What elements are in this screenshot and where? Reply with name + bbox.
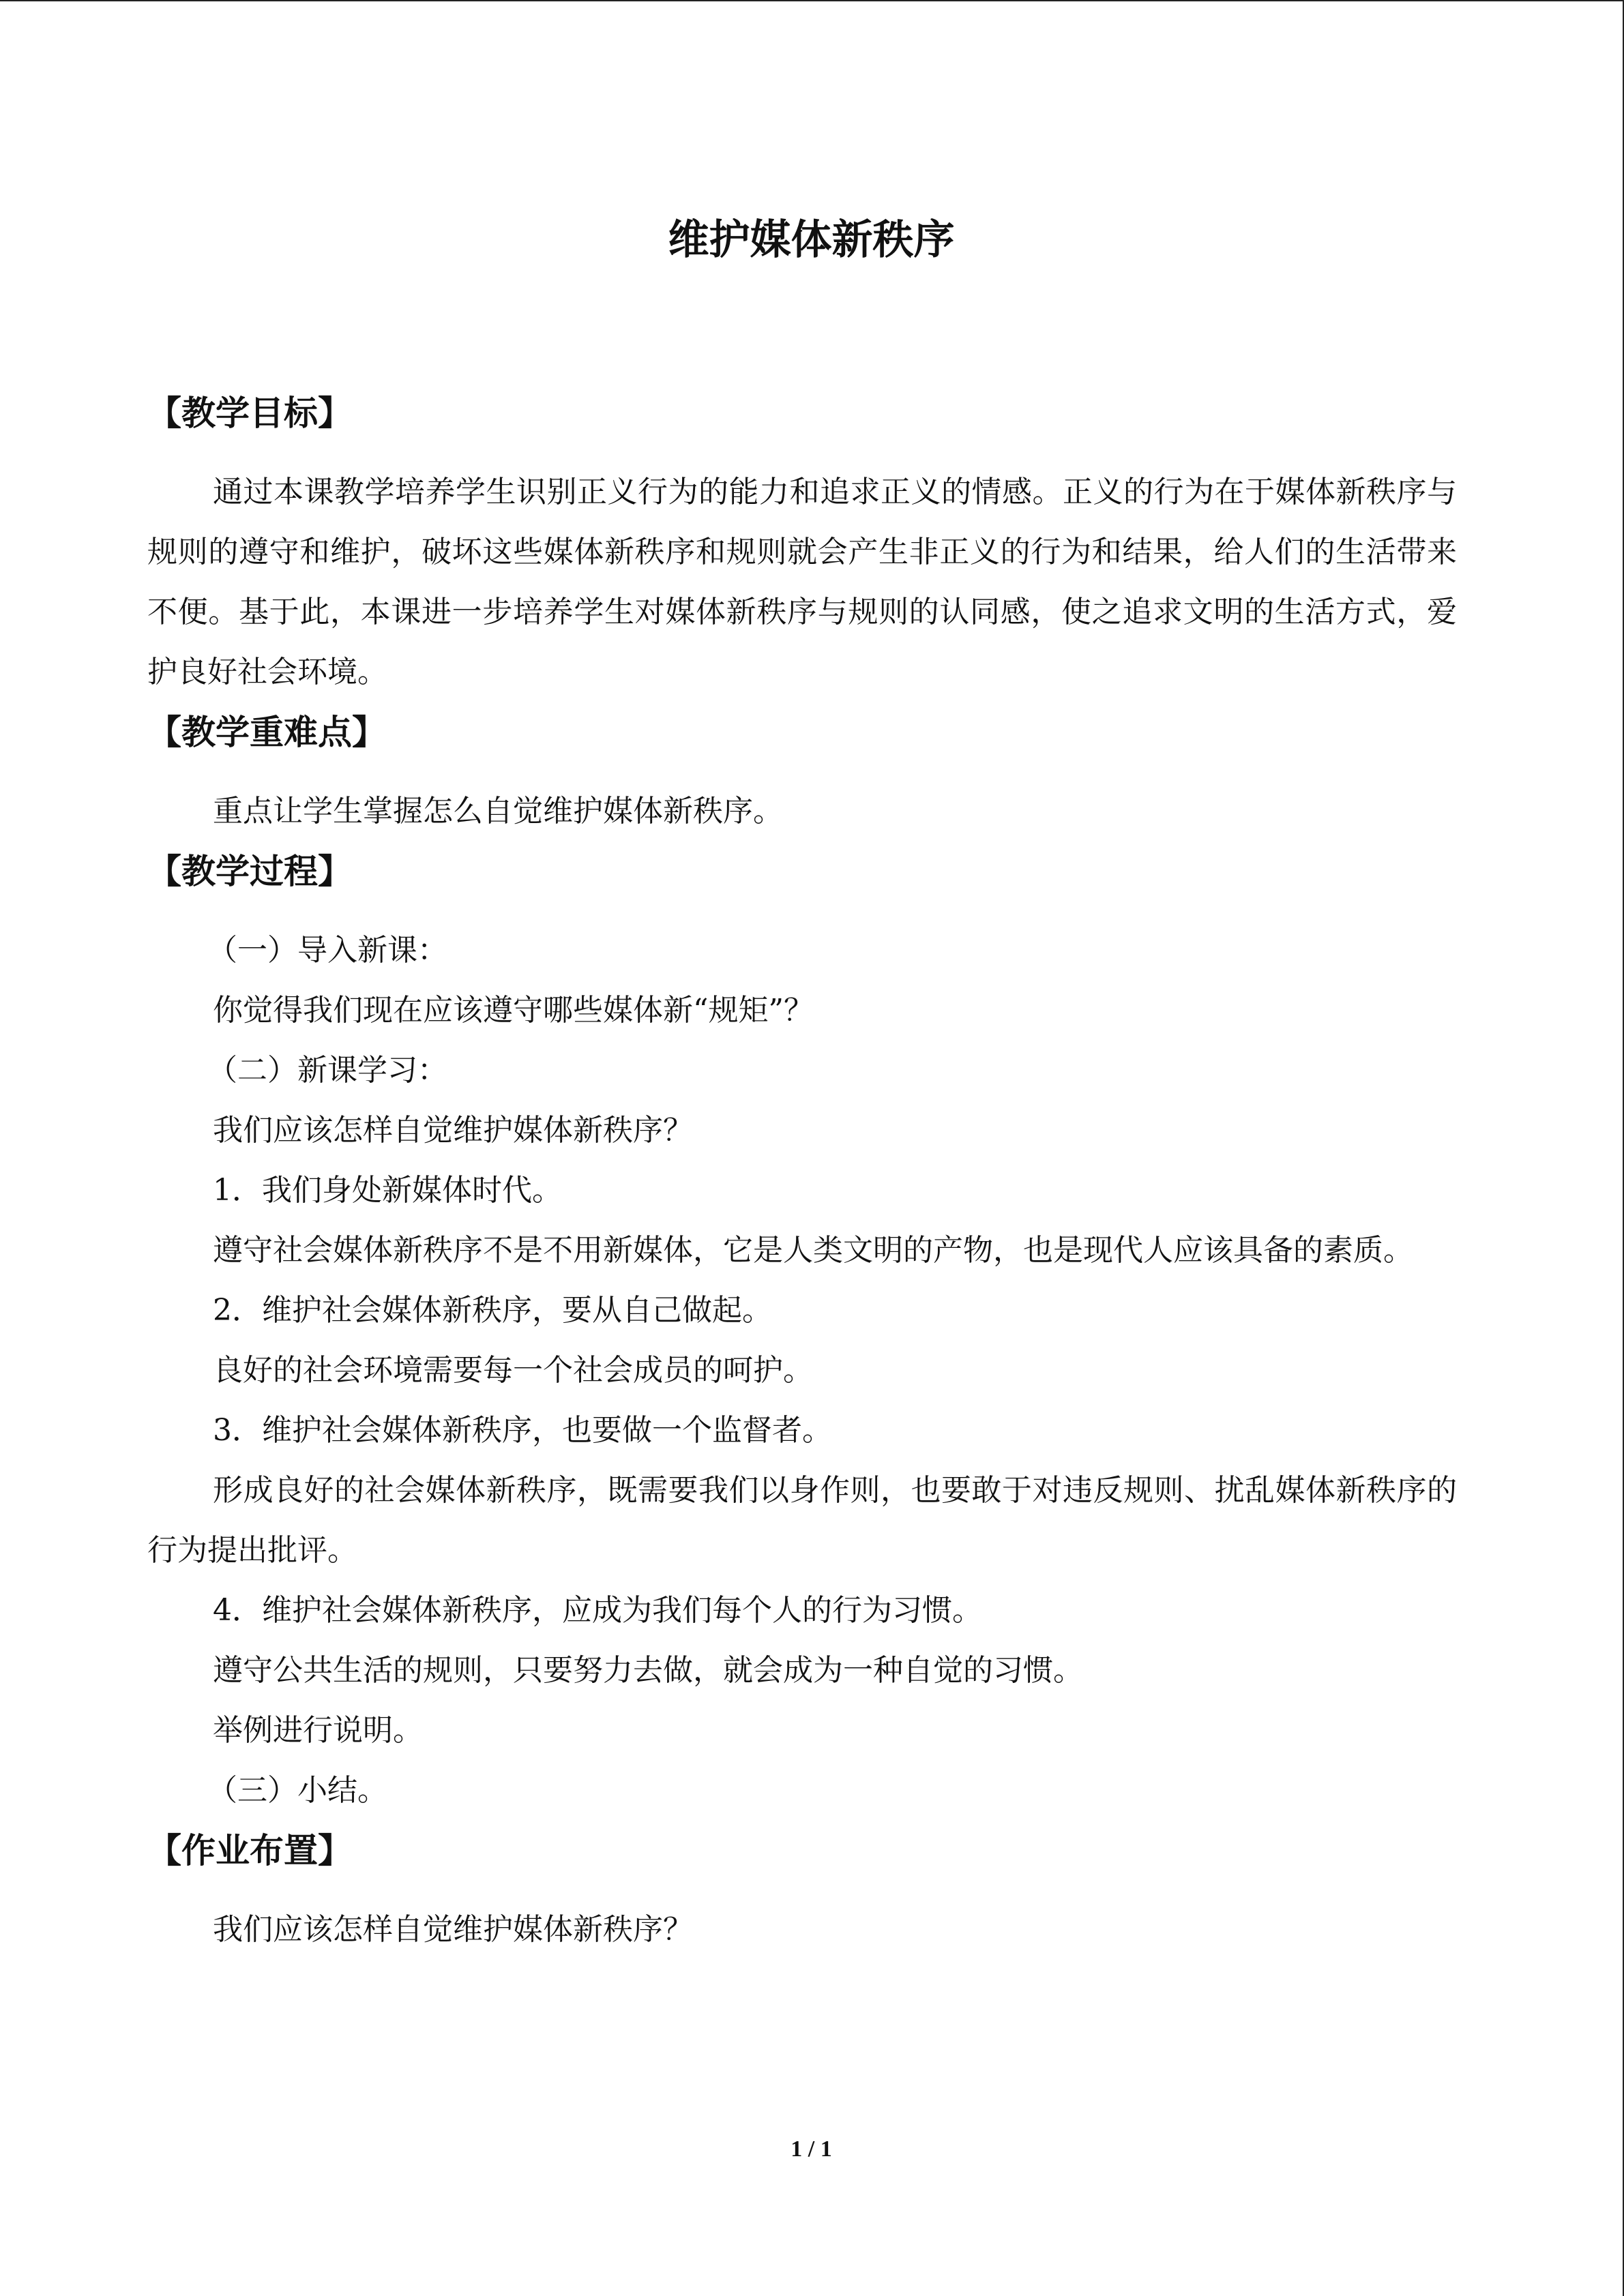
paragraph: 我们应该怎样自觉维护媒体新秩序？ <box>213 1113 693 1148</box>
section-homework <box>147 1821 1457 1960</box>
section-process <box>147 841 1457 1821</box>
section-key-points <box>147 702 1457 841</box>
paragraph: 3．维护社会媒体新秩序，也要做一个监督者。 <box>213 1413 832 1448</box>
paragraph: 4．维护社会媒体新秩序，应成为我们每个人的行为习惯。 <box>213 1593 982 1628</box>
paragraph: （三）小结。 <box>207 1773 387 1808</box>
paragraph: 重点让学生掌握怎么自觉维护媒体新秩序。 <box>213 794 783 829</box>
paragraph: 你觉得我们现在应该遵守哪些媒体新“规矩”？ <box>213 993 814 1028</box>
paragraph: （二）新课学习： <box>207 1053 447 1088</box>
paragraph: 形成良好的社会媒体新秩序，既需要我们以身作则，也要敢于对违反规则、扰乱媒体新秩序的行为提出批评。 <box>147 1473 1457 1568</box>
section-heading: 【教学目标】 <box>147 393 352 433</box>
paragraph: 我们应该怎样自觉维护媒体新秩序？ <box>213 1912 693 1947</box>
paragraph: 遵守社会媒体新秩序不是不用新媒体，它是人类文明的产物，也是现代人应该具备的素质。 <box>213 1233 1413 1268</box>
paragraph: 2．维护社会媒体新秩序，要从自己做起。 <box>213 1293 772 1328</box>
section-heading: 【教学重难点】 <box>147 713 386 752</box>
paragraph: 良好的社会环境需要每一个社会成员的呵护。 <box>213 1353 813 1388</box>
section-heading: 【作业布置】 <box>147 1831 352 1870</box>
page-number: 1 / 1 <box>791 2136 832 2162</box>
section-objectives <box>147 383 1457 702</box>
paragraph: 遵守公共生活的规则，只要努力去做，就会成为一种自觉的习惯。 <box>213 1653 1083 1688</box>
paragraph: 1．我们身处新媒体时代。 <box>213 1173 562 1208</box>
paragraph: （一）导入新课： <box>207 933 447 968</box>
section-heading: 【教学过程】 <box>147 852 352 891</box>
paragraph: 举例进行说明。 <box>213 1713 423 1748</box>
paragraph: 通过本课教学培养学生识别正义行为的能力和追求正义的情感。正义的行为在于媒体新秩序与规则的遵守和维护，破坏这些媒体新秩序和规则就会产生非正义的行为和结果，给人们的生活带来不便。基于此，本课进一步培养学生对媒体新秩序与规则的认同感，使之追求文明的生活方式，爱护良好社会环境。 <box>147 475 1457 689</box>
document-body <box>147 383 1457 1960</box>
document-title: 维护媒体新秩序 <box>668 216 955 264</box>
